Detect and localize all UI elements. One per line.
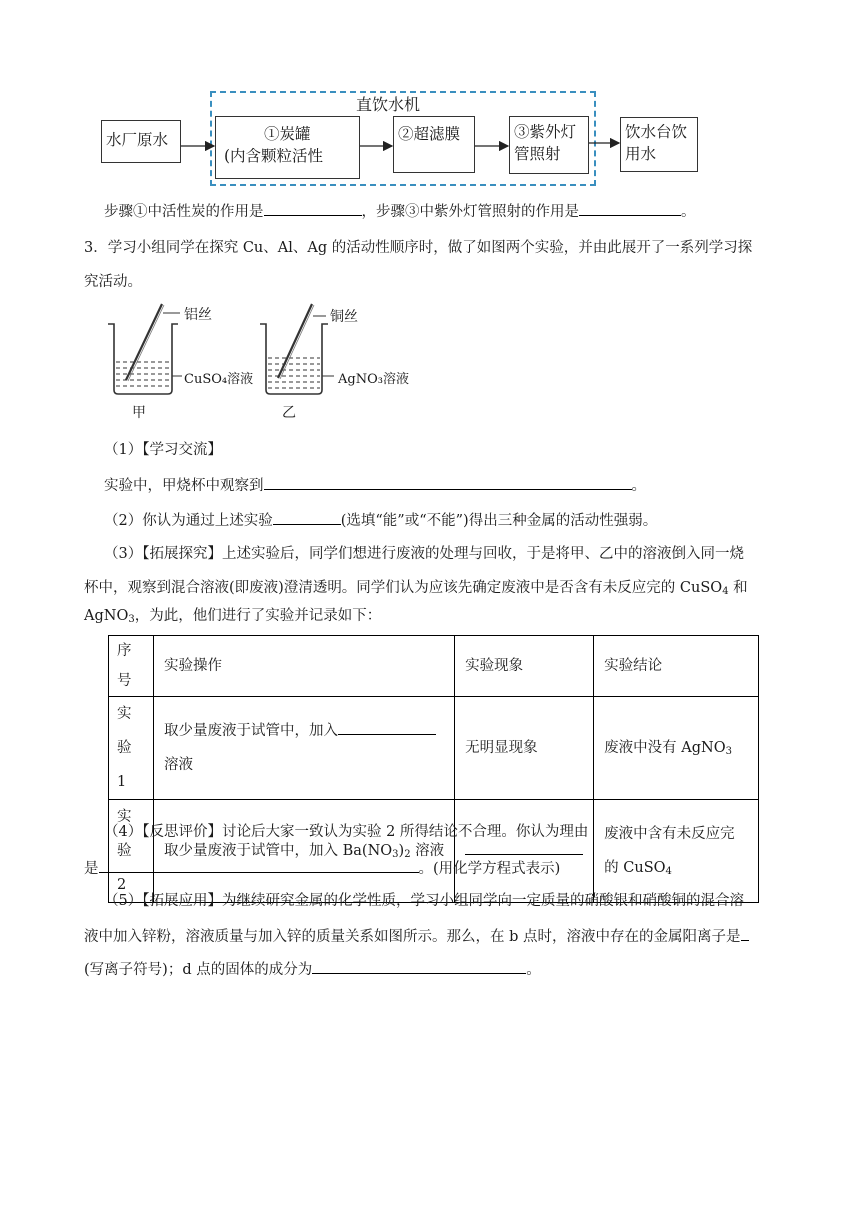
- p5-line3-end: 。: [526, 962, 541, 978]
- row2-op-sub2: 2: [404, 849, 411, 860]
- p5-line3-text: (写离子符号)；d 点的固体的成分为: [84, 962, 313, 978]
- dispenser-frame-label: 直饮水机: [356, 95, 421, 114]
- row1-conclusion: [594, 697, 759, 800]
- p1-end: 。: [631, 478, 646, 494]
- p3-line3-text: AgNO: [84, 608, 129, 624]
- p3-line2-text: 杯中，观察到混合溶液(即废液)澄清透明。同学们认为应该先确定废液中是否含有未反应完的 CuSO: [84, 580, 723, 596]
- table-row: [109, 800, 759, 903]
- answer-blank-uv[interactable]: [579, 200, 681, 216]
- p1-title: （1）【学习交流】: [104, 442, 222, 458]
- drinking-water-label-2: 用水: [625, 145, 657, 163]
- p4-text-a: 是: [84, 861, 99, 877]
- drinking-water-label-1: 饮水台饮: [625, 123, 688, 141]
- step-text-1: 步骤①中活性炭的作用是: [104, 204, 264, 220]
- row2-id-a: 实验: [117, 809, 132, 859]
- row2-phenomenon: [455, 800, 594, 903]
- p1-line: [104, 474, 646, 496]
- beaker-a-solution-label: CuSO₄溶液: [184, 372, 254, 387]
- p3-line3-sub: 3: [128, 614, 135, 625]
- uv-lamp-label-1: ③紫外灯: [514, 123, 577, 141]
- row1-id: [109, 697, 154, 800]
- step-question-line: [104, 200, 696, 222]
- ultrafiltration-label: ②超滤膜: [398, 125, 461, 143]
- row2-conclusion-sub: 4: [665, 866, 672, 877]
- flow-arrows: [0, 0, 860, 200]
- row2-op-a: 取少量废液于试管中，加入 Ba(NO: [164, 843, 393, 859]
- row2-conclusion: [594, 800, 759, 903]
- p3-line3: [84, 606, 381, 626]
- q3-intro-line1: 3．学习小组同学在探究 Cu、Al、Ag 的活动性顺序时，做了如图两个实验，并由此展开了一系列学习探: [84, 240, 753, 256]
- step-text-3: 。: [681, 204, 696, 220]
- answer-blank-reagent[interactable]: [338, 719, 436, 735]
- row2-op-b: ): [398, 843, 405, 859]
- row1-op-b: 溶液: [164, 757, 193, 773]
- p3-line3-end: ，为此，他们进行了实验并记录如下：: [134, 608, 382, 624]
- row1-phenomenon: 无明显现象: [455, 697, 594, 800]
- p5-line2: [84, 925, 749, 947]
- p4-line2: [84, 857, 560, 879]
- p4-text-b: 。(用化学方程式表示): [418, 861, 561, 877]
- row1-conclusion-text: 废液中没有 AgNO: [604, 740, 726, 756]
- row1-op-a: 取少量废液于试管中，加入: [164, 723, 338, 739]
- row2-op-sub: 3: [392, 849, 399, 860]
- answer-blank-observation[interactable]: [264, 474, 632, 490]
- p5-line1: （5）【拓展应用】为继续研究金属的化学性质，学习小组同学向一定质量的硝酸银和硝酸铜的混合溶: [104, 893, 744, 909]
- beaker-a: [108, 304, 182, 394]
- beaker-b-wire-label: 铜丝: [330, 309, 358, 325]
- p3-line2-end: 和: [728, 580, 748, 596]
- row1-id-a: 实验: [117, 706, 132, 756]
- beaker-b-solution-label: AgNO₃溶液: [338, 372, 409, 387]
- p2-text-a: （2）你认为通过上述实验: [104, 513, 273, 529]
- q3-intro-line2: 究活动。: [84, 274, 142, 290]
- p2-line: [104, 509, 657, 531]
- uv-lamp-label-2: 管照射: [514, 145, 561, 163]
- table-row: [109, 697, 759, 800]
- p3-line1: （3）【拓展探究】上述实验后，同学们想进行废液的处理与回收，于是将甲、乙中的溶液倒入同一烧: [104, 546, 744, 562]
- step-text-2: ，步骤③中紫外灯管照射的作用是: [361, 204, 579, 220]
- carbon-tank-label-1: ①炭罐: [264, 125, 311, 143]
- raw-water-label: 水厂原水: [106, 131, 169, 149]
- row2-conclusion-a: 废液中含有未反应完: [604, 826, 735, 842]
- row1-operation: [154, 697, 455, 800]
- answer-blank-carbon[interactable]: [264, 200, 362, 216]
- beaker-b-caption: 乙: [282, 405, 296, 421]
- table-header-row: [109, 636, 759, 697]
- carbon-tank-label-2: (内含颗粒活性: [224, 147, 324, 165]
- beaker-a-wire-label: 铝丝: [184, 307, 212, 323]
- beaker-a-caption: 甲: [132, 405, 146, 421]
- header-id: 序号: [109, 636, 154, 697]
- p2-text-b: (选填“能”或“不能”)得出三种金属的活动性强弱。: [340, 513, 658, 529]
- p4-line1: （4）【反思评价】讨论后大家一致认为实验 2 所得结论不合理。你认为理由: [104, 824, 589, 840]
- header-conclusion: 实验结论: [594, 636, 759, 697]
- answer-blank-cations[interactable]: [741, 925, 749, 941]
- row2-conclusion-b: 的 CuSO: [604, 860, 666, 876]
- p3-line2: [84, 578, 748, 598]
- answer-blank-can-or-not[interactable]: [273, 509, 341, 525]
- beakers-drawing: [100, 300, 430, 420]
- row2-id-b: 2: [117, 877, 127, 893]
- row2-id: [109, 800, 154, 903]
- row2-op-c: 溶液: [410, 843, 445, 859]
- p3-line2-sub: 4: [722, 586, 729, 597]
- p5-text: 液中加入锌粉，溶液质量与加入锌的质量关系如图所示。那么，在 b 点时，溶液中存在的金属阳离子是: [84, 929, 741, 945]
- header-phenomenon: 实验现象: [455, 636, 594, 697]
- p5-line3: [84, 958, 541, 980]
- row1-id-b: 1: [117, 774, 127, 790]
- header-operation: 实验操作: [154, 636, 455, 697]
- beaker-b: [260, 304, 334, 394]
- row2-operation: [154, 800, 455, 903]
- answer-blank-solid[interactable]: [312, 958, 526, 974]
- answer-blank-equation[interactable]: [99, 857, 419, 873]
- p1-text: 实验中，甲烧杯中观察到: [104, 478, 264, 494]
- row1-conclusion-sub: 3: [725, 746, 732, 757]
